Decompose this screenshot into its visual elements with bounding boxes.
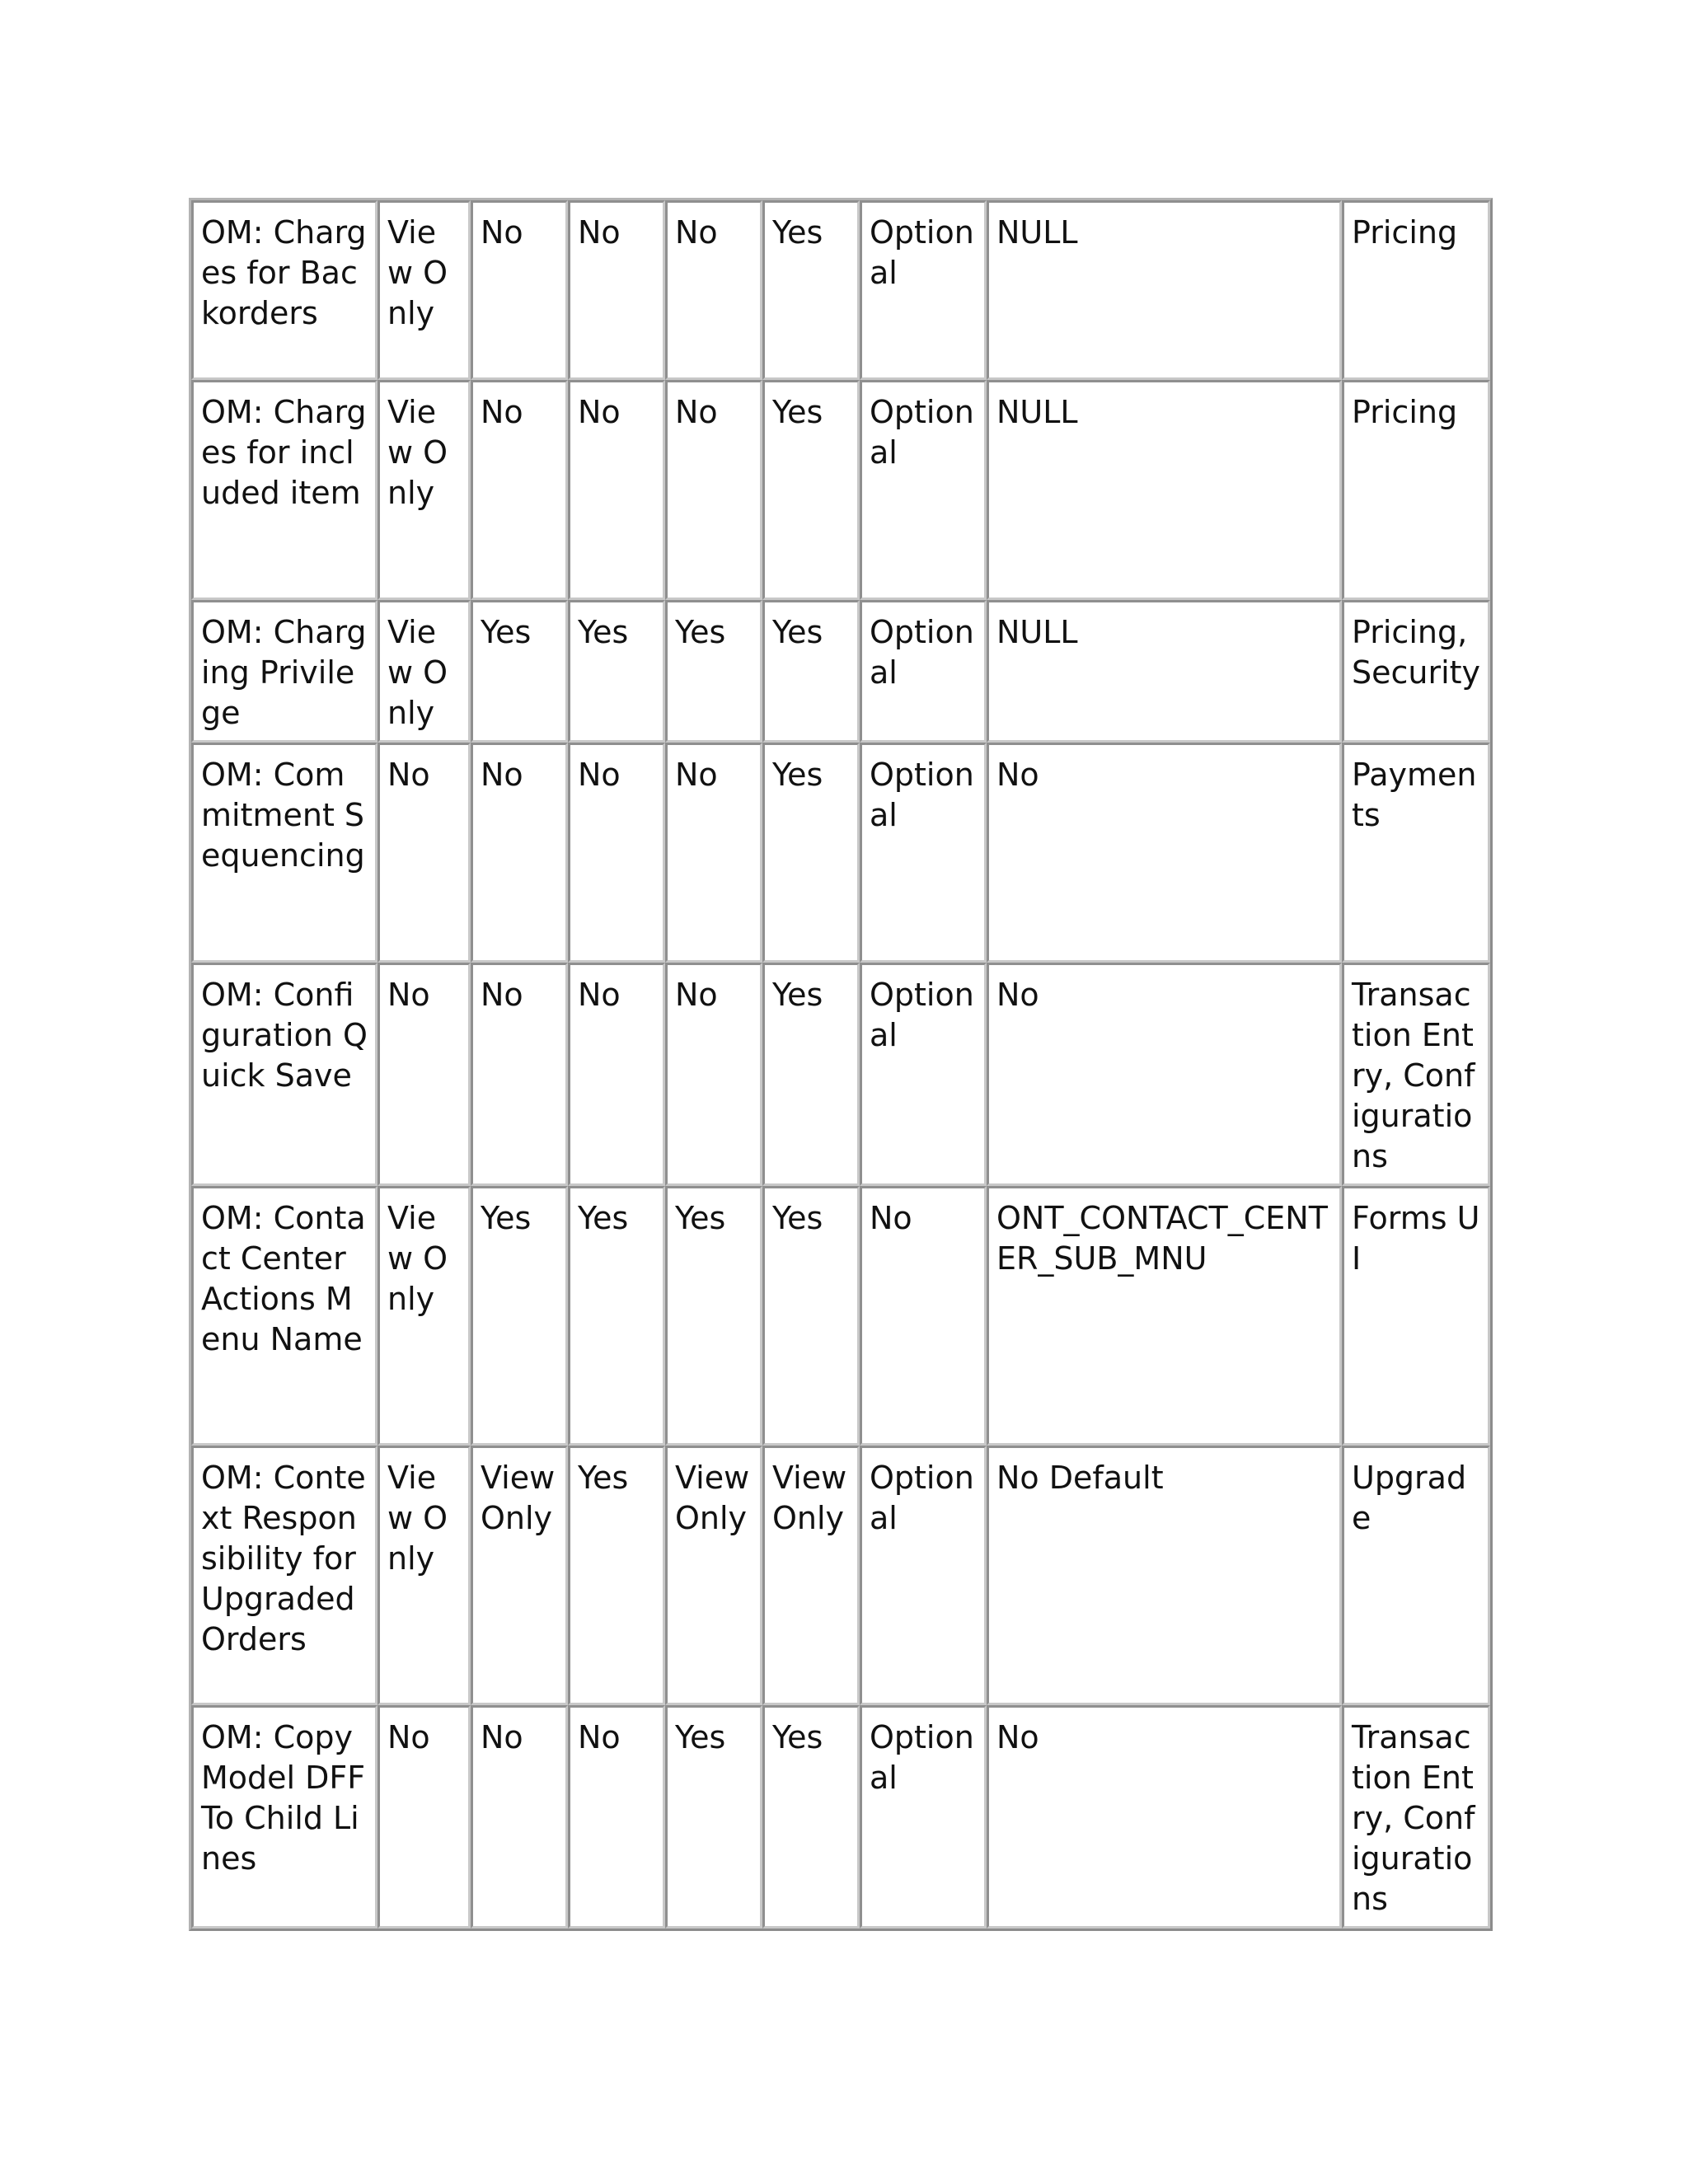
table-cell: Yes xyxy=(665,1186,762,1446)
table-cell: View Only xyxy=(377,1186,471,1446)
table-row xyxy=(191,200,1490,380)
required-cell: Optional xyxy=(860,1705,987,1929)
table-cell: Yes xyxy=(762,1705,860,1929)
default-value-cell: NULL xyxy=(987,200,1342,380)
table-cell: Yes xyxy=(762,200,860,380)
table-cell: No xyxy=(665,200,762,380)
table-cell: View Only xyxy=(377,200,471,380)
table-cell: Yes xyxy=(568,600,665,743)
table-cell: Yes xyxy=(471,1186,568,1446)
profile-options-table xyxy=(189,198,1493,1931)
table-row xyxy=(191,1705,1490,1929)
table-cell: No xyxy=(568,743,665,963)
table-cell: No xyxy=(377,963,471,1186)
table-row xyxy=(191,380,1490,600)
table-cell: No xyxy=(665,380,762,600)
default-value-cell: No Default xyxy=(987,1446,1342,1705)
table-cell: View Only xyxy=(377,1446,471,1705)
table-cell: No xyxy=(471,743,568,963)
category-cell: Pricing, Security xyxy=(1342,600,1490,743)
required-cell: Optional xyxy=(860,600,987,743)
category-cell: Forms UI xyxy=(1342,1186,1490,1446)
table-cell: No xyxy=(471,380,568,600)
required-cell: Optional xyxy=(860,963,987,1186)
table-cell: No xyxy=(377,1705,471,1929)
table-cell: No xyxy=(568,380,665,600)
required-cell: Optional xyxy=(860,743,987,963)
profile-name-cell: OM: Copy Model DFF To Child Lines xyxy=(191,1705,377,1929)
default-value-cell: NULL xyxy=(987,600,1342,743)
table-row xyxy=(191,1446,1490,1705)
profile-name-cell: OM: Contact Center Actions Menu Name xyxy=(191,1186,377,1446)
category-cell: Transaction Entry, Configurations xyxy=(1342,963,1490,1186)
category-cell: Pricing xyxy=(1342,380,1490,600)
table-cell: Yes xyxy=(762,963,860,1186)
table-cell: Yes xyxy=(471,600,568,743)
required-cell: No xyxy=(860,1186,987,1446)
table-cell: No xyxy=(665,963,762,1186)
table-row xyxy=(191,743,1490,963)
category-cell: Payments xyxy=(1342,743,1490,963)
table-cell: Yes xyxy=(665,600,762,743)
table-cell: No xyxy=(568,1705,665,1929)
table-cell: Yes xyxy=(568,1186,665,1446)
table-cell: Yes xyxy=(665,1705,762,1929)
table-cell: No xyxy=(568,200,665,380)
default-value-cell: ONT_CONTACT_CENTER_SUB_MNU xyxy=(987,1186,1342,1446)
default-value-cell: No xyxy=(987,743,1342,963)
required-cell: Optional xyxy=(860,380,987,600)
table-cell: View Only xyxy=(471,1446,568,1705)
profile-name-cell: OM: Configuration Quick Save xyxy=(191,963,377,1186)
table-cell: No xyxy=(568,963,665,1186)
table-cell: Yes xyxy=(762,600,860,743)
profile-name-cell: OM: Context Responsibility for Upgraded Orders xyxy=(191,1446,377,1705)
profile-name-cell: OM: Commitment Sequencing xyxy=(191,743,377,963)
default-value-cell: No xyxy=(987,1705,1342,1929)
required-cell: Optional xyxy=(860,1446,987,1705)
table-row xyxy=(191,1186,1490,1446)
table-row xyxy=(191,963,1490,1186)
category-cell: Pricing xyxy=(1342,200,1490,380)
table-cell: View Only xyxy=(665,1446,762,1705)
table-cell: Yes xyxy=(762,380,860,600)
table-cell: Yes xyxy=(568,1446,665,1705)
profile-name-cell: OM: Charges for included item xyxy=(191,380,377,600)
required-cell: Optional xyxy=(860,200,987,380)
profile-name-cell: OM: Charges for Backorders xyxy=(191,200,377,380)
category-cell: Upgrade xyxy=(1342,1446,1490,1705)
default-value-cell: No xyxy=(987,963,1342,1186)
table-row xyxy=(191,600,1490,743)
table-cell: No xyxy=(665,743,762,963)
table-cell: No xyxy=(471,200,568,380)
table-cell: Yes xyxy=(762,1186,860,1446)
table-cell: No xyxy=(471,1705,568,1929)
table-cell: No xyxy=(377,743,471,963)
category-cell: Transaction Entry, Configurations xyxy=(1342,1705,1490,1929)
table-cell: View Only xyxy=(377,380,471,600)
profile-name-cell: OM: Charging Privilege xyxy=(191,600,377,743)
table-cell: No xyxy=(471,963,568,1186)
table-cell: View Only xyxy=(762,1446,860,1705)
table-cell: View Only xyxy=(377,600,471,743)
default-value-cell: NULL xyxy=(987,380,1342,600)
table-cell: Yes xyxy=(762,743,860,963)
